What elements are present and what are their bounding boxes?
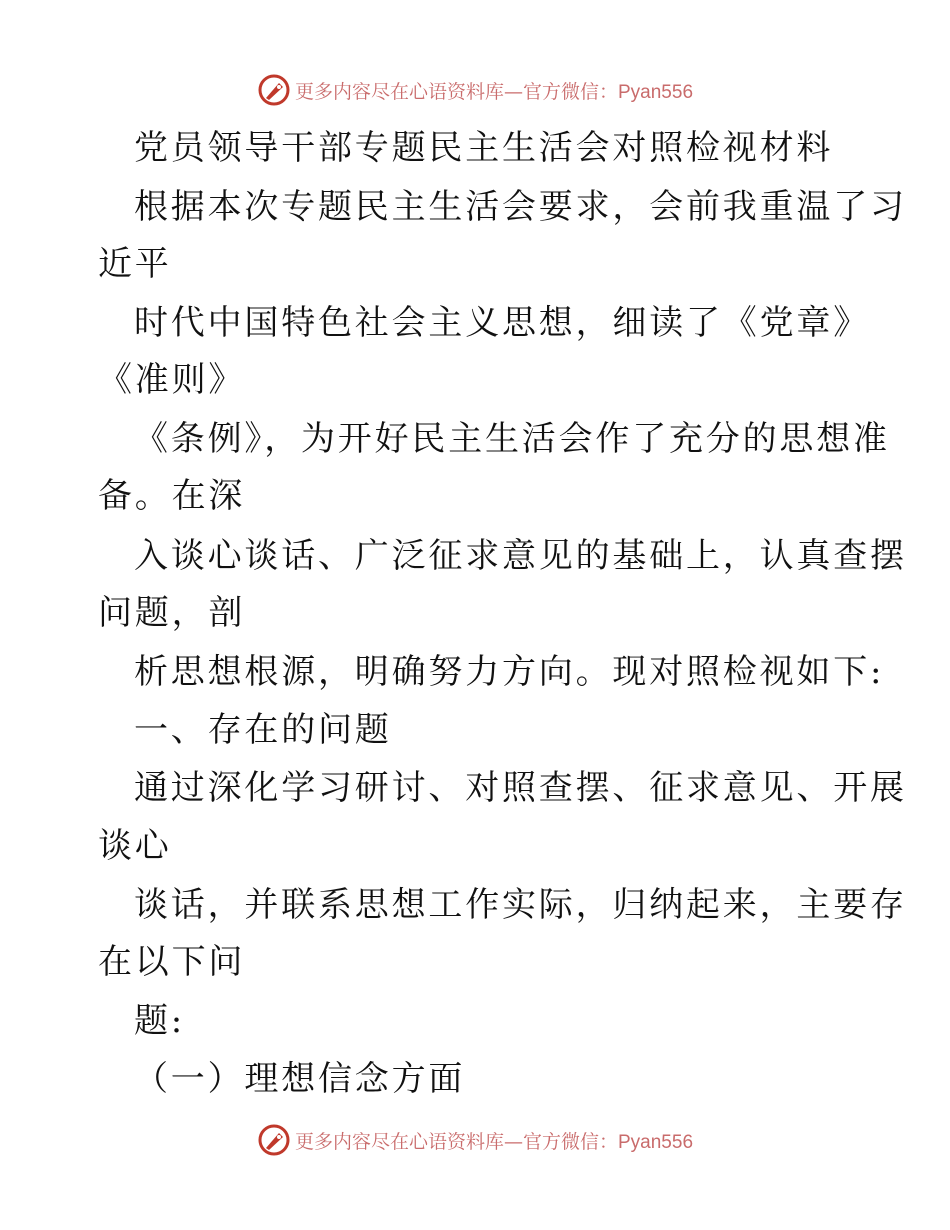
watermark-contact: 官方微信：Pyan556 (523, 81, 694, 103)
watermark-text: 更多内容尽在心语资料库— (294, 1130, 523, 1153)
footer-watermark (0, 1120, 950, 1160)
paragraph-line: 《条例》，为开好民主生活会作了充分的思想准 (134, 419, 890, 459)
paragraph-line: 谈心 (98, 826, 172, 866)
paragraph-line: 析思想根源，明确努力方向。现对照检视如下: (134, 652, 885, 692)
header-watermark (0, 70, 950, 110)
subsection-heading: （一）理想信念方面 (134, 1059, 466, 1099)
watermark-text: 更多内容尽在心语资料库— (294, 80, 523, 103)
paragraph-line: 近平 (98, 244, 172, 284)
paragraph-line: 时代中国特色社会主义思想，细读了《党章》 (134, 303, 870, 343)
paragraph-line: 在以下问 (98, 942, 246, 982)
paragraph-line: 题: (134, 1001, 186, 1041)
pen-nib-logo-icon (257, 1123, 291, 1157)
paragraph-line: 根据本次专题民主生活会要求，会前我重温了习 (134, 187, 907, 227)
paragraph-line: 问题，剖 (98, 593, 246, 633)
section-heading: 一、存在的问题 (134, 710, 392, 750)
paragraph-line: 《准则》 (98, 360, 246, 400)
pen-nib-logo-icon (257, 73, 291, 107)
paragraph-line: 备。在深 (98, 476, 246, 516)
paragraph-line: 入谈心谈话、广泛征求意见的基础上，认真查摆 (134, 536, 907, 576)
paragraph-line: 谈话，并联系思想工作实际，归纳起来，主要存 (134, 885, 907, 925)
watermark-contact: 官方微信：Pyan556 (523, 1131, 694, 1153)
paragraph-line: 通过深化学习研讨、对照查摆、征求意见、开展 (134, 768, 907, 808)
document-title: 党员领导干部专题民主生活会对照检视材料 (134, 128, 834, 168)
